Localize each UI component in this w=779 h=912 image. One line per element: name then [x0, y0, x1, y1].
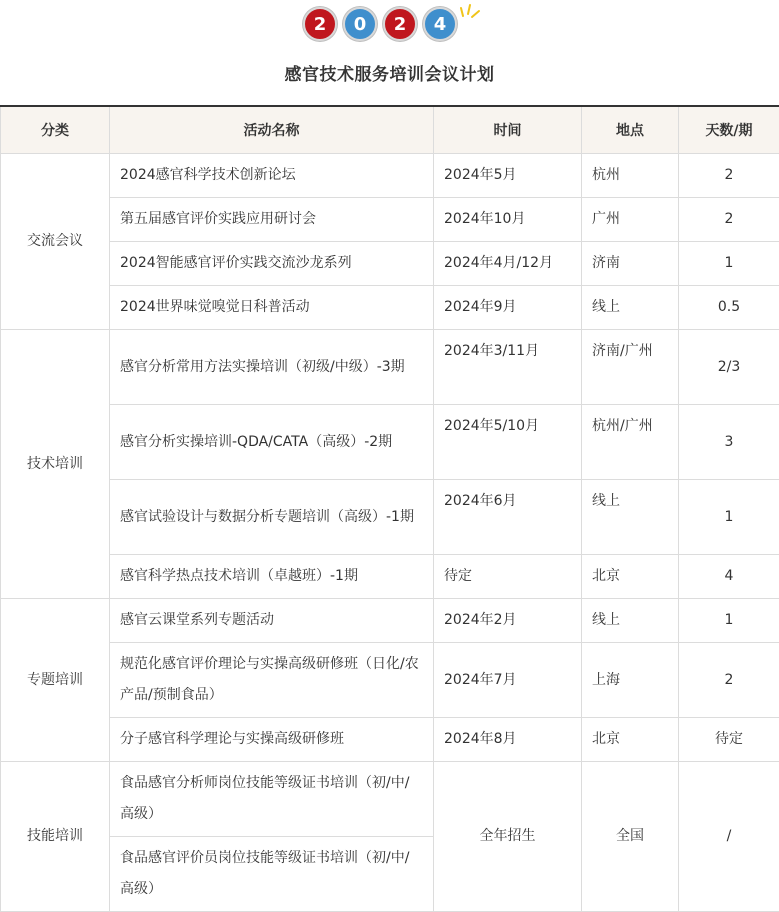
year-digit-badge: 2	[383, 7, 417, 41]
table-row	[1, 718, 779, 762]
activity-time: 2024年4月/12月	[434, 242, 582, 286]
column-header: 时间	[434, 106, 582, 154]
activity-name: 感官云课堂系列专题活动	[110, 599, 434, 643]
year-badges	[303, 7, 457, 41]
activity-time: 2024年7月	[434, 643, 582, 718]
activity-days: 2	[679, 154, 779, 198]
activity-name: 2024感官科学技术创新论坛	[110, 154, 434, 198]
activity-time: 2024年10月	[434, 198, 582, 242]
activity-place: 线上	[582, 286, 679, 330]
year-digit-badge: 2	[303, 7, 337, 41]
table-row	[1, 198, 779, 242]
table-row	[1, 643, 779, 718]
activity-name: 感官分析实操培训-QDA/CATA（高级）-2期	[110, 405, 434, 480]
page-header	[0, 0, 779, 100]
activity-time: 2024年2月	[434, 599, 582, 643]
page-title: 感官技术服务培训会议计划	[0, 60, 779, 85]
activity-place: 北京	[582, 718, 679, 762]
activity-days: 2	[679, 643, 779, 718]
activity-days: 1	[679, 599, 779, 643]
activity-time: 2024年5月	[434, 154, 582, 198]
table-row	[1, 599, 779, 643]
table-row	[1, 242, 779, 286]
activity-place: 北京	[582, 555, 679, 599]
activity-place: 济南/广州	[582, 330, 679, 405]
activity-place: 济南	[582, 242, 679, 286]
activity-days: 待定	[679, 718, 779, 762]
activity-name: 感官科学热点技术培训（卓越班）-1期	[110, 555, 434, 599]
activity-name: 食品感官分析师岗位技能等级证书培训（初/中/高级）	[110, 762, 434, 837]
activity-days: 2/3	[679, 330, 779, 405]
category-cell: 技术培训	[1, 330, 110, 599]
activity-time: 2024年6月	[434, 480, 582, 555]
table-row	[1, 480, 779, 555]
table-row	[1, 154, 779, 198]
activity-name: 2024世界味觉嗅觉日科普活动	[110, 286, 434, 330]
activity-name: 第五届感官评价实践应用研讨会	[110, 198, 434, 242]
activity-place: 杭州/广州	[582, 405, 679, 480]
column-header: 活动名称	[110, 106, 434, 154]
activity-time: 2024年5/10月	[434, 405, 582, 480]
activity-name: 2024智能感官评价实践交流沙龙系列	[110, 242, 434, 286]
activity-days: 1	[679, 242, 779, 286]
activity-place: 广州	[582, 198, 679, 242]
activity-place: 全国	[582, 762, 679, 912]
activity-time: 全年招生	[434, 762, 582, 912]
activity-name: 分子感官科学理论与实操高级研修班	[110, 718, 434, 762]
category-cell: 技能培训	[1, 762, 110, 912]
activity-time: 2024年3/11月	[434, 330, 582, 405]
sparkle-icon	[459, 2, 481, 20]
activity-days: 1	[679, 480, 779, 555]
activity-time: 待定	[434, 555, 582, 599]
activity-days: 2	[679, 198, 779, 242]
activity-place: 线上	[582, 480, 679, 555]
table-row	[1, 330, 779, 405]
year-digit-badge: 0	[343, 7, 377, 41]
activity-time: 2024年9月	[434, 286, 582, 330]
activity-place: 上海	[582, 643, 679, 718]
activity-days: 0.5	[679, 286, 779, 330]
year-digit-badge: 4	[423, 7, 457, 41]
activity-name: 感官分析常用方法实操培训（初级/中级）-3期	[110, 330, 434, 405]
activity-place: 线上	[582, 599, 679, 643]
activity-time: 2024年8月	[434, 718, 582, 762]
activity-days: /	[679, 762, 779, 912]
category-cell: 专题培训	[1, 599, 110, 762]
activity-place: 杭州	[582, 154, 679, 198]
column-header: 天数/期	[679, 106, 779, 154]
activity-days: 3	[679, 405, 779, 480]
table-row	[1, 555, 779, 599]
column-header: 地点	[582, 106, 679, 154]
activity-name: 规范化感官评价理论与实操高级研修班（日化/农产品/预制食品）	[110, 643, 434, 718]
activity-name: 食品感官评价员岗位技能等级证书培训（初/中/高级）	[110, 837, 434, 912]
table-header-row	[1, 106, 779, 154]
category-cell: 交流会议	[1, 154, 110, 330]
activity-name: 感官试验设计与数据分析专题培训（高级）-1期	[110, 480, 434, 555]
table-row	[1, 762, 779, 837]
plan-table	[0, 105, 779, 912]
table-row	[1, 405, 779, 480]
column-header: 分类	[1, 106, 110, 154]
table-row	[1, 286, 779, 330]
activity-days: 4	[679, 555, 779, 599]
